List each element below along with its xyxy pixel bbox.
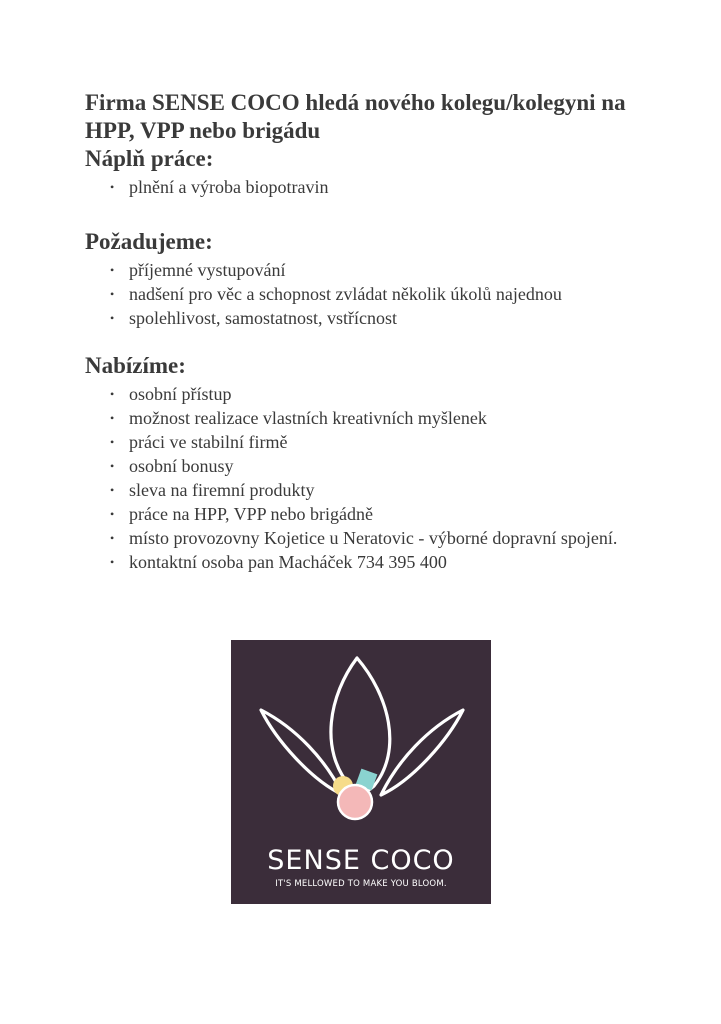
bullet-icon: • <box>110 435 115 449</box>
list-item: • osobní přístup <box>110 384 232 404</box>
bullet-icon: • <box>110 459 115 473</box>
sense-coco-logo <box>231 640 491 904</box>
list-item: • spolehlivost, samostatnost, vstřícnost <box>110 308 397 328</box>
bullet-list <box>85 258 685 330</box>
list-item: • práci ve stabilní firmě <box>110 432 288 452</box>
section-heading: Nabízíme: <box>85 353 186 378</box>
list-item: • nadšení pro věc a schopnost zvládat několik úkolů najednou <box>110 284 562 304</box>
list-item: • místo provozovny Kojetice u Neratovic - výborné dopravní spojení. <box>110 528 618 548</box>
logo-tagline: IT'S MELLOWED TO MAKE YOU BLOOM. <box>275 879 447 889</box>
bullet-icon: • <box>110 287 115 301</box>
logo-wordmark: SENSE COCO <box>267 845 455 876</box>
bullet-icon: • <box>110 483 115 497</box>
section-heading: Požadujeme: <box>85 229 213 254</box>
bullet-icon: • <box>110 311 115 325</box>
bullet-icon: • <box>110 411 115 425</box>
section-requirements <box>85 228 685 330</box>
bullet-icon: • <box>110 531 115 545</box>
list-item: • práce na HPP, VPP nebo brigádně <box>110 504 373 524</box>
bullet-list <box>85 382 685 574</box>
document-title: Firma SENSE COCO hledá nového kolegu/kolegyni na HPP, VPP nebo brigádu <box>85 90 626 143</box>
section-offer <box>85 352 685 574</box>
bullet-list <box>85 175 685 199</box>
list-item: • plnění a výroba biopotravin <box>110 177 329 197</box>
list-item: • kontaktní osoba pan Macháček 734 395 400 <box>110 552 447 572</box>
bullet-icon: • <box>110 263 115 277</box>
list-item: • osobní bonusy <box>110 456 234 476</box>
list-item: • možnost realizace vlastních kreativních myšlenek <box>110 408 487 428</box>
bullet-icon: • <box>110 507 115 521</box>
list-item: • sleva na firemní produkty <box>110 480 315 500</box>
list-item: • příjemné vystupování <box>110 260 286 280</box>
section-heading: Náplň práce: <box>85 146 214 171</box>
bullet-icon: • <box>110 387 115 401</box>
section-job-description <box>85 145 685 199</box>
bullet-icon: • <box>110 180 115 194</box>
bullet-icon: • <box>110 555 115 569</box>
